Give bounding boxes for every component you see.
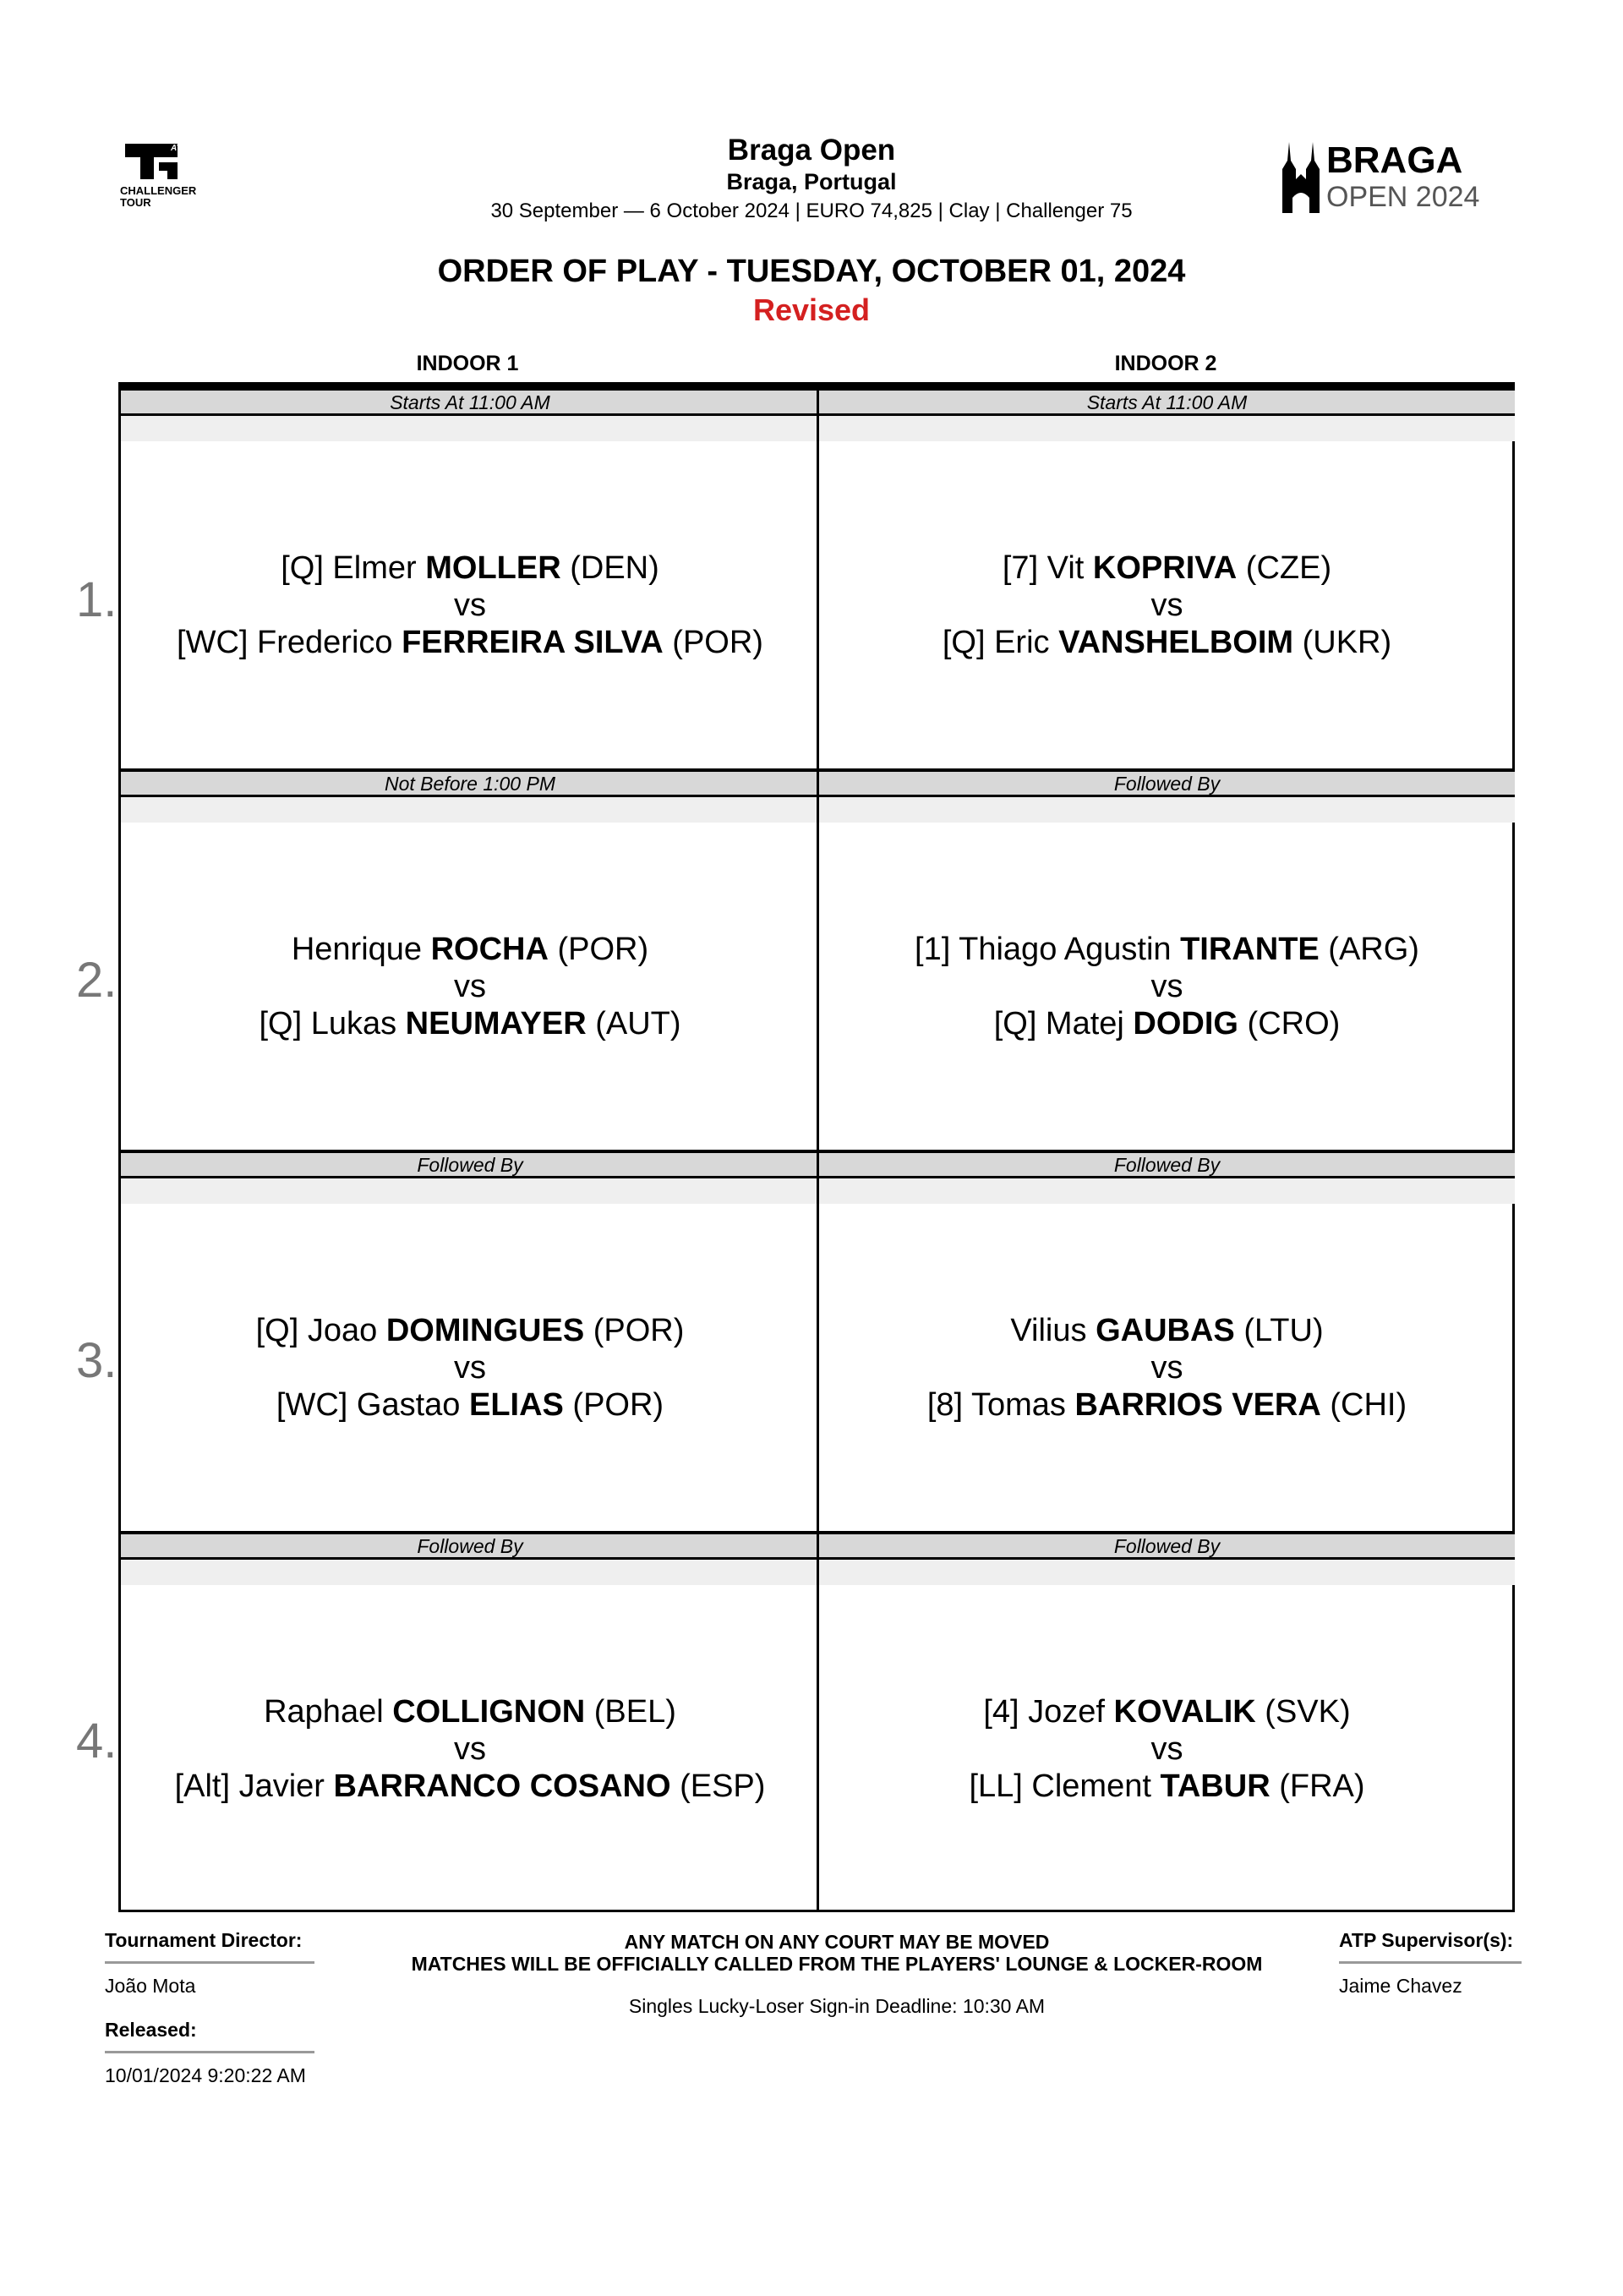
svg-text:ATP: ATP: [171, 144, 188, 153]
versus-label: vs: [1150, 1730, 1183, 1767]
notice-called: MATCHES WILL BE OFFICIALLY CALLED FROM THE PLAYERS' LOUNGE & LOCKER-ROOM: [411, 1953, 1263, 1975]
versus-label: vs: [454, 968, 486, 1004]
tournament-details: 30 September — 6 October 2024 | EURO 74,825 | Clay | Challenger 75: [490, 200, 1133, 222]
svg-text:OPEN 2024: OPEN 2024: [1326, 181, 1480, 213]
match-cell: [817, 1153, 1515, 1531]
versus-label: vs: [1150, 587, 1183, 623]
svg-text:CHALLENGER: CHALLENGER: [120, 184, 197, 197]
challenger-tour-logo: [118, 135, 203, 220]
match-cell: [817, 391, 1515, 768]
match-cell: [121, 1534, 819, 1912]
player-1: [1] Thiago Agustin TIRANTE (ARG): [915, 931, 1419, 967]
court-header-indoor-1: INDOOR 1: [416, 352, 519, 375]
order-of-play-title: ORDER OF PLAY - TUESDAY, OCTOBER 01, 2024: [437, 254, 1186, 289]
player-1: [Q] Elmer MOLLER (DEN): [281, 549, 659, 586]
order-number: 4.: [76, 1714, 117, 1768]
match-cell: [121, 1153, 819, 1531]
player-1: Vilius GAUBAS (LTU): [1010, 1312, 1324, 1348]
versus-label: vs: [1150, 968, 1183, 1004]
schedule-grid: [118, 382, 1515, 1912]
player-2: [Q] Matej DODIG (CRO): [993, 1005, 1341, 1041]
order-number: 1.: [76, 572, 117, 627]
versus-label: vs: [454, 587, 486, 623]
revised-status: Revised: [752, 292, 871, 327]
player-1: [4] Jozef KOVALIK (SVK): [983, 1693, 1351, 1730]
released-value: 10/01/2024 9:20:22 AM: [105, 2064, 306, 2086]
versus-label: vs: [1150, 1349, 1183, 1386]
court-header-indoor-2: INDOOR 2: [1114, 352, 1217, 375]
versus-label: vs: [454, 1730, 486, 1767]
match-time: Starts At 11:00 AM: [819, 391, 1515, 416]
player-1: [7] Vit KOPRIVA (CZE): [1002, 549, 1332, 586]
order-number: 3.: [76, 1333, 117, 1388]
tournament-location: Braga, Portugal: [726, 169, 897, 194]
player-2: [Q] Lukas NEUMAYER (AUT): [259, 1005, 681, 1041]
match-time: Starts At 11:00 AM: [121, 391, 819, 416]
player-2: [LL] Clement TABUR (FRA): [969, 1768, 1365, 1804]
match-time: Not Before 1:00 PM: [121, 772, 819, 797]
match-cell: [121, 772, 819, 1150]
match-time: Followed By: [819, 1153, 1515, 1178]
match-cell: [817, 772, 1515, 1150]
player-2: [8] Tomas BARRIOS VERA (CHI): [926, 1386, 1407, 1423]
director-name: João Mota: [105, 1975, 196, 1997]
player-2: [WC] Gastao ELIAS (POR): [276, 1386, 664, 1423]
match-time: Followed By: [121, 1534, 819, 1560]
player-1: Henrique ROCHA (POR): [291, 931, 649, 967]
order-number: 2.: [76, 953, 117, 1008]
tournament-name: Braga Open: [727, 134, 896, 167]
lucky-loser-deadline: Singles Lucky-Loser Sign-in Deadline: 10:30 AM: [628, 1995, 1046, 2017]
notice-move: ANY MATCH ON ANY COURT MAY BE MOVED: [624, 1931, 1050, 1953]
player-1: [Q] Joao DOMINGUES (POR): [255, 1312, 685, 1348]
supervisor-name: Jaime Chavez: [1339, 1975, 1462, 1997]
svg-text:TOUR: TOUR: [120, 196, 151, 209]
braga-open-logo: [1281, 135, 1517, 220]
director-label: Tournament Director:: [105, 1929, 303, 1951]
match-time: Followed By: [121, 1153, 819, 1178]
match-cell: [817, 1534, 1515, 1912]
released-label: Released:: [105, 2019, 197, 2041]
supervisor-label: ATP Supervisor(s):: [1339, 1929, 1514, 1951]
signature-line: [1339, 1961, 1522, 1964]
svg-text:BRAGA: BRAGA: [1326, 139, 1463, 181]
player-2: [WC] Frederico FERREIRA SILVA (POR): [177, 624, 763, 660]
match-time: Followed By: [819, 1534, 1515, 1560]
signature-line: [105, 2051, 314, 2053]
player-2: [Q] Eric VANSHELBOIM (UKR): [942, 624, 1392, 660]
versus-label: vs: [454, 1349, 486, 1386]
player-2: [Alt] Javier BARRANCO COSANO (ESP): [174, 1768, 766, 1804]
signature-line: [105, 1961, 314, 1964]
match-time: Followed By: [819, 772, 1515, 797]
match-cell: [121, 391, 819, 768]
player-1: Raphael COLLIGNON (BEL): [264, 1693, 676, 1730]
